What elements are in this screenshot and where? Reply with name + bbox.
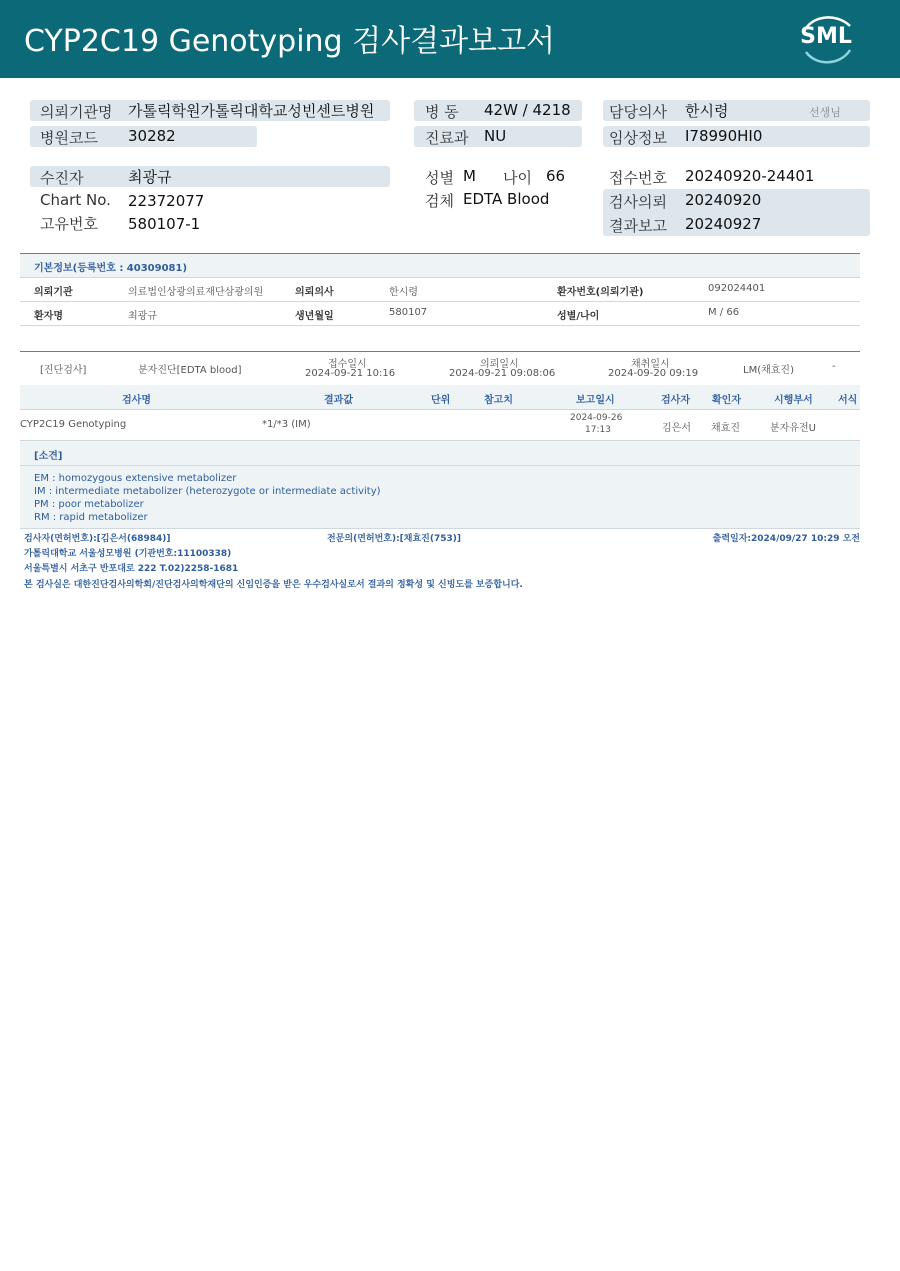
report-title: CYP2C19 Genotyping 검사결과보고서 bbox=[24, 24, 555, 59]
sml-logo bbox=[796, 10, 856, 68]
patient-label: 수진자 bbox=[40, 169, 84, 187]
receipt-value: 20240920-24401 bbox=[685, 167, 815, 185]
request-value: 20240920 bbox=[685, 191, 762, 209]
row-checker: 채효진 bbox=[711, 423, 740, 434]
logo-text: SML bbox=[800, 24, 852, 49]
footer-specialist: 전문의(면허번호):[채효진(753)] bbox=[327, 534, 462, 544]
report-value: 20240927 bbox=[685, 215, 762, 233]
finding-im: IM : intermediate metabolizer (heterozygote or intermediate activity) bbox=[34, 486, 381, 497]
basic-sexage-value: M / 66 bbox=[708, 307, 740, 318]
row-report-time: 17:13 bbox=[585, 425, 611, 435]
clinical-value: I78990HI0 bbox=[685, 127, 763, 145]
findings-line bbox=[20, 465, 860, 466]
receipt-label: 접수번호 bbox=[609, 169, 667, 187]
findings-bottom-line bbox=[20, 528, 860, 529]
row-test: CYP2C19 Genotyping bbox=[20, 419, 127, 430]
hosp-code-value: 30282 bbox=[128, 127, 176, 145]
specimen-value: EDTA Blood bbox=[463, 190, 550, 208]
th-unit: 단위 bbox=[431, 395, 451, 406]
diag-request-label: 의뢰일시 bbox=[480, 359, 519, 370]
table-header-line bbox=[20, 409, 860, 410]
th-tester: 검사자 bbox=[661, 395, 690, 406]
basic-pno-value: 092024401 bbox=[708, 283, 766, 294]
th-form: 서식 bbox=[838, 395, 858, 406]
basic-inst-label: 의뢰기관 bbox=[34, 287, 73, 298]
basic-dob-value: 580107 bbox=[389, 307, 428, 318]
findings-title: [소견] bbox=[34, 451, 63, 462]
th-result: 결과값 bbox=[324, 395, 353, 406]
th-dept: 시행부서 bbox=[774, 395, 813, 406]
basic-doctor-value: 한시령 bbox=[389, 287, 418, 298]
uid-label: 고유번호 bbox=[40, 215, 98, 233]
patient-box bbox=[30, 166, 390, 187]
row-result: *1/*3 (IM) bbox=[262, 419, 311, 430]
basic-pno-label: 환자번호(의뢰기관) bbox=[557, 287, 644, 298]
chart-label: Chart No. bbox=[40, 191, 111, 209]
diag-type: [진단검사] bbox=[40, 365, 87, 376]
finding-pm: PM : poor metabolizer bbox=[34, 499, 144, 510]
basic-sexage-label: 성별/나이 bbox=[557, 311, 600, 322]
chart-value: 22372077 bbox=[128, 192, 205, 210]
row-report-date: 2024-09-26 bbox=[570, 413, 623, 423]
age-value: 66 bbox=[546, 167, 566, 185]
footer-address: 서울특별시 서초구 반포대로 222 T.02)2258-1681 bbox=[24, 564, 239, 574]
clinical-label: 임상정보 bbox=[609, 129, 667, 147]
th-ref: 참고치 bbox=[484, 395, 513, 406]
basic-line-1 bbox=[20, 277, 860, 278]
sex-label: 성별 bbox=[425, 169, 454, 187]
doctor-suffix: 선생님 bbox=[809, 106, 841, 119]
footer-tester: 검사자(면허번호):[김은서(68984)] bbox=[24, 534, 171, 544]
diag-collect-label: 채취일시 bbox=[631, 359, 670, 370]
basic-line-2 bbox=[20, 301, 860, 302]
row-dept: 분자유전U bbox=[770, 423, 816, 434]
specimen-label: 검체 bbox=[425, 192, 454, 210]
basic-inst-value: 의료법인상광의료재단삼광의원 bbox=[128, 287, 264, 298]
diag-receipt-label: 접수일시 bbox=[328, 359, 367, 370]
ward-value: 42W / 4218 bbox=[484, 101, 571, 119]
diag-receipt-value: 2024-09-21 10:16 bbox=[305, 368, 396, 379]
patient-value: 최광규 bbox=[128, 168, 172, 186]
diag-dash: - bbox=[832, 361, 836, 372]
report-label: 결과보고 bbox=[609, 217, 667, 235]
diag-top-line bbox=[20, 351, 860, 352]
basic-title: 기본정보(등록번호 : 40309081) bbox=[34, 263, 188, 274]
dept-label: 진료과 bbox=[425, 129, 469, 147]
doctor-label: 담당의사 bbox=[609, 103, 667, 121]
dept-value: NU bbox=[484, 127, 507, 145]
basic-name-value: 최광규 bbox=[128, 311, 157, 322]
basic-doctor-label: 의뢰의사 bbox=[295, 287, 334, 298]
uid-value: 580107-1 bbox=[128, 215, 201, 233]
row-tester: 김은서 bbox=[662, 423, 691, 434]
hosp-code-label: 병원코드 bbox=[40, 129, 98, 147]
diag-sample: 분자진단[EDTA blood] bbox=[138, 365, 242, 376]
basic-name-label: 환자명 bbox=[34, 311, 63, 322]
basic-line-3 bbox=[20, 325, 860, 326]
footer-cert: 본 검사실은 대한진단검사의학회/진단검사의학재단의 신임인증을 받은 우수검사실로서 결과의 정확성 및 신빙도를 보증합니다. bbox=[24, 580, 523, 590]
diag-request-value: 2024-09-21 09:08:06 bbox=[449, 368, 556, 379]
request-label: 검사의뢰 bbox=[609, 193, 667, 211]
basic-dob-label: 생년월일 bbox=[295, 311, 334, 322]
th-test: 검사명 bbox=[122, 395, 151, 406]
age-label: 나이 bbox=[503, 169, 532, 187]
footer-lab: 가톨릭대학교 서울성모병원 (기관번호:11100338) bbox=[24, 549, 232, 559]
th-checker: 확인자 bbox=[712, 395, 741, 406]
req-inst-label: 의뢰기관명 bbox=[40, 103, 113, 121]
finding-em: EM : homozygous extensive metabolizer bbox=[34, 473, 237, 484]
th-report: 보고일시 bbox=[576, 395, 615, 406]
sex-value: M bbox=[463, 167, 476, 185]
diag-collector: LM(채효진) bbox=[743, 365, 794, 376]
req-inst-value: 가톨릭학원가톨릭대학교성빈센트병원 bbox=[128, 102, 375, 120]
finding-rm: RM : rapid metabolizer bbox=[34, 512, 148, 523]
ward-label: 병 동 bbox=[425, 103, 459, 121]
doctor-value: 한시령 bbox=[685, 102, 729, 120]
diag-collect-value: 2024-09-20 09:19 bbox=[608, 368, 699, 379]
footer-output: 출력일자:2024/09/27 10:29 오전 bbox=[712, 534, 860, 544]
